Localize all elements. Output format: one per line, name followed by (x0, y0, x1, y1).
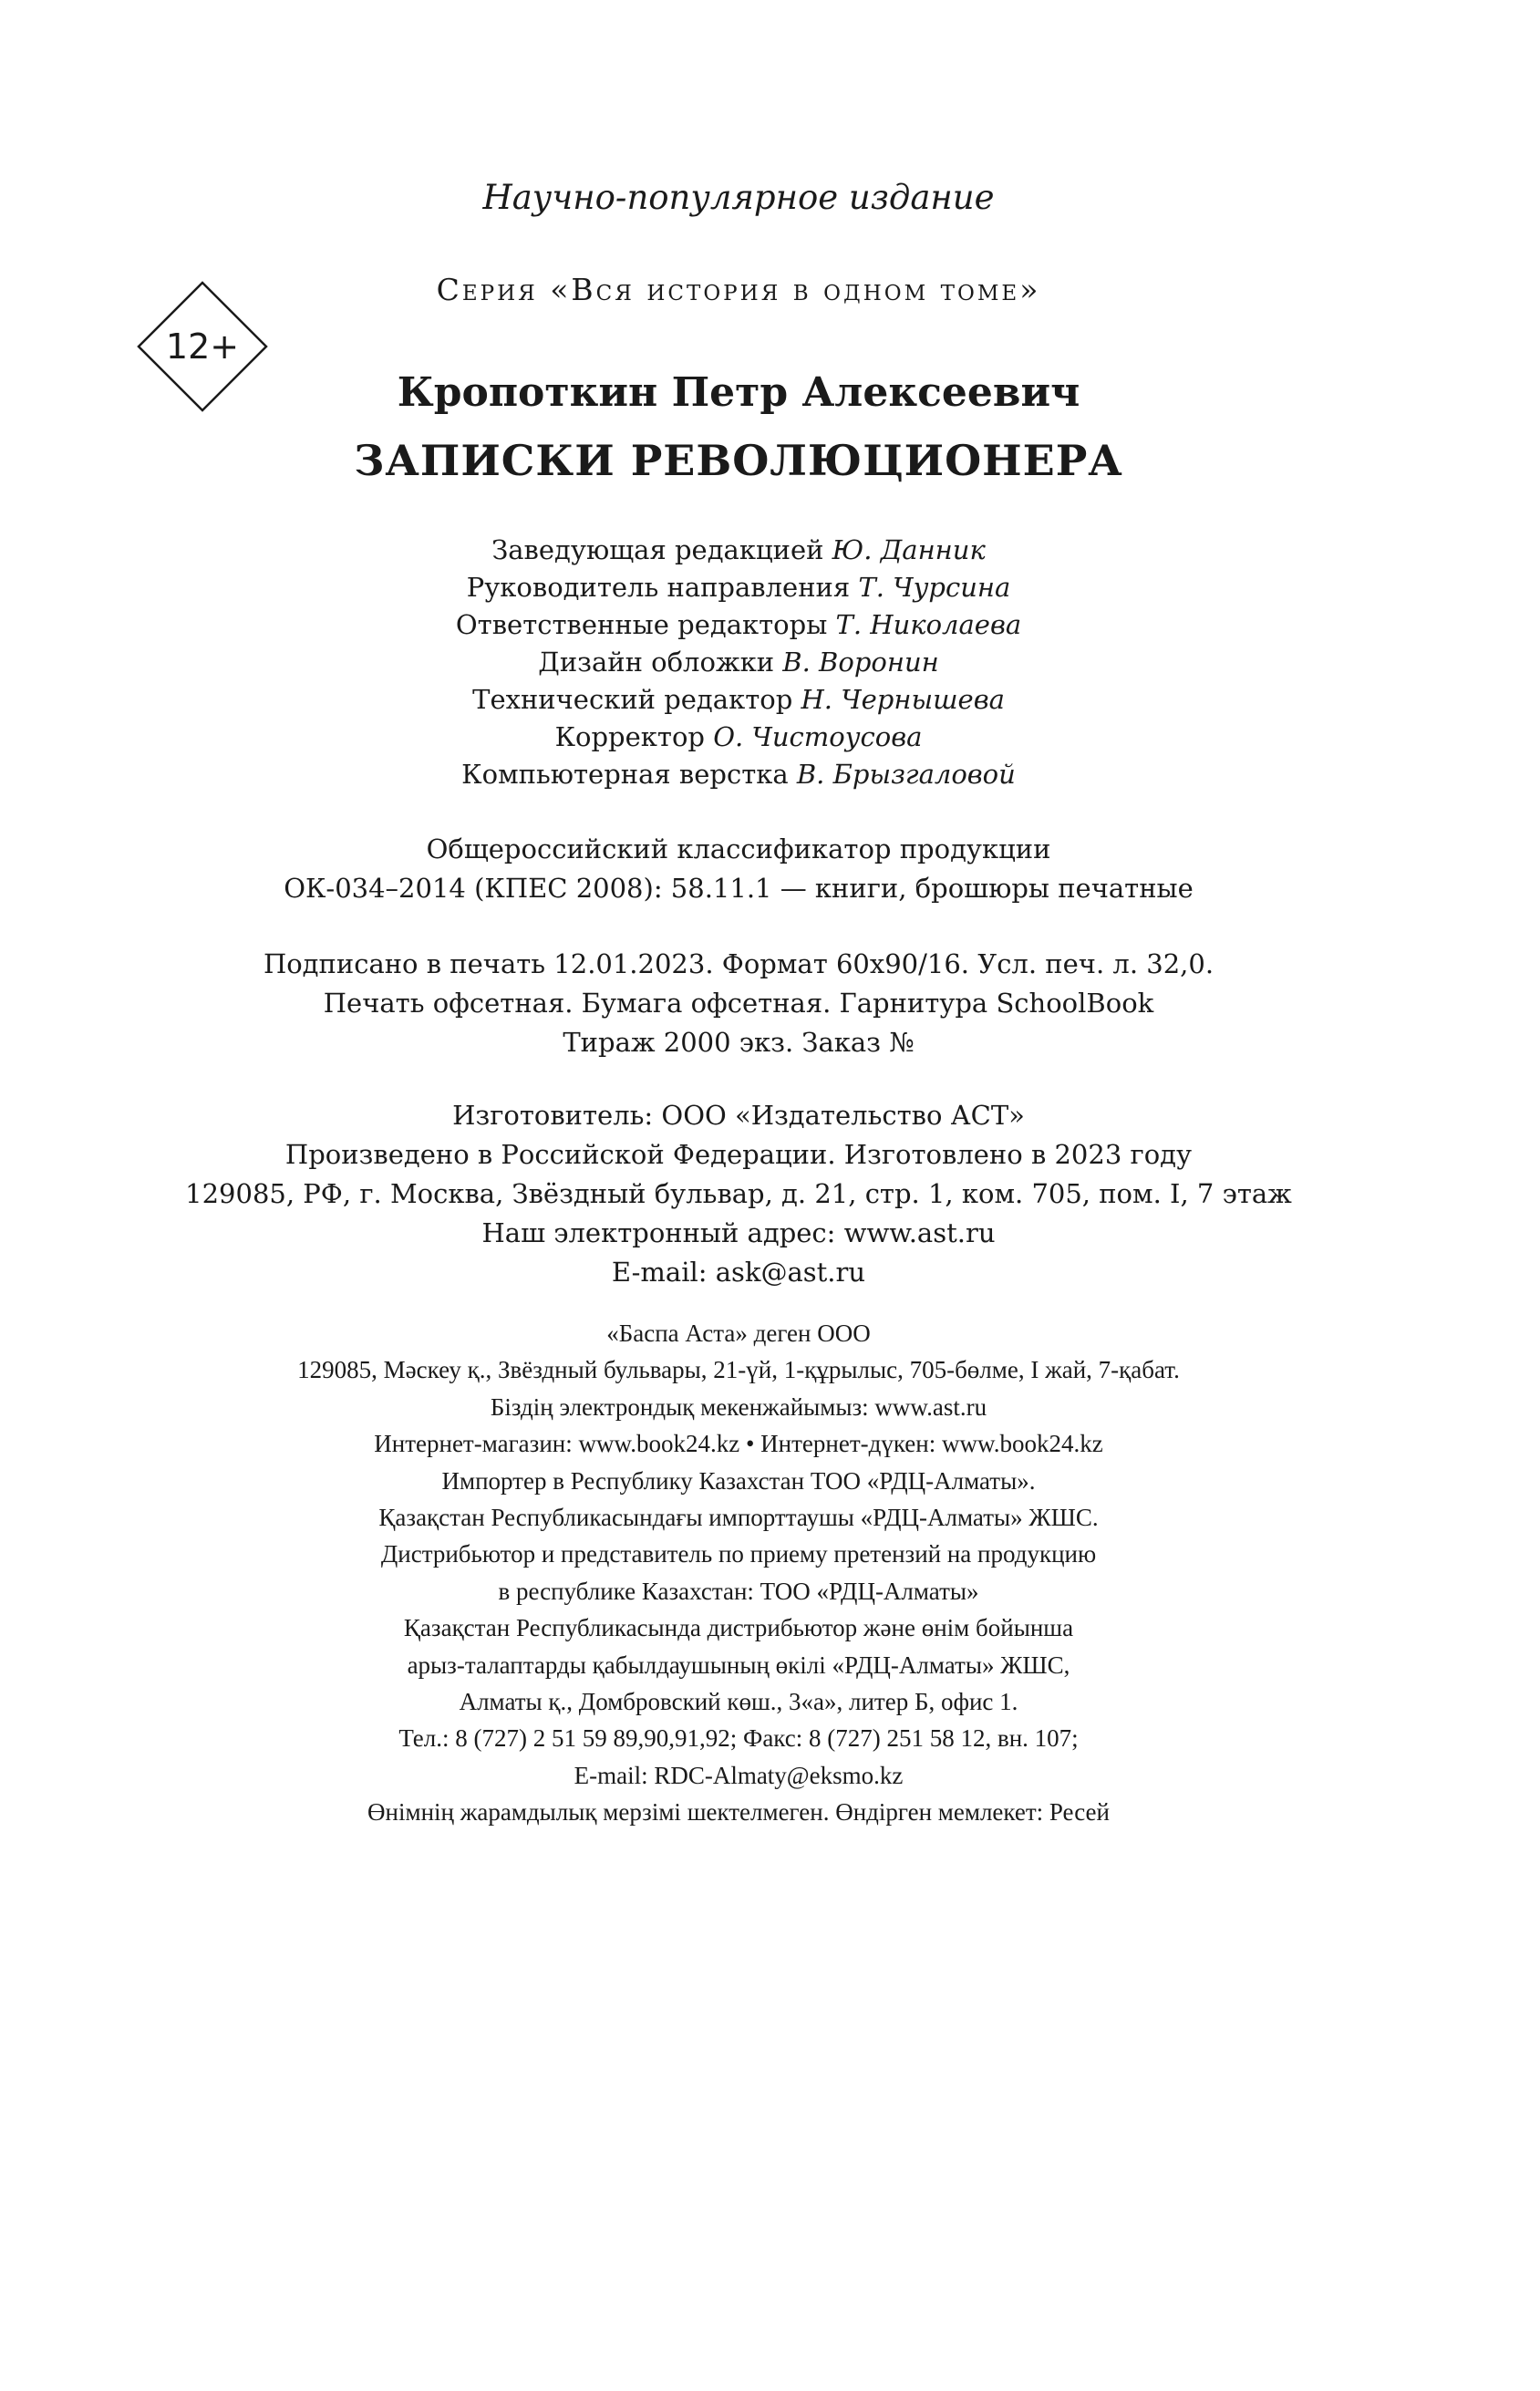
manufacturer-line: Произведено в Российской Федерации. Изготовлено в 2023 году (284, 1139, 1193, 1170)
credit-role: Руководитель направления (466, 572, 851, 603)
author-name: Кропоткин Петр Алексеевич (397, 369, 1080, 416)
credit-role: Компьютерная верстка (461, 759, 789, 790)
kazakhstan-line: Алматы қ., Домбровский көш., 3«а», литер Б, офис 1. (459, 1688, 1018, 1716)
classification-block (0, 830, 1477, 908)
credit-line (0, 606, 1477, 644)
print-details-line: Тираж 2000 экз. Заказ № (563, 1027, 915, 1058)
age-rating-text: 12+ (165, 326, 240, 367)
manufacturer-line: E-mail: ask@ast.ru (611, 1257, 866, 1288)
credit-line (0, 756, 1477, 793)
kazakhstan-line: арыз-талаптарды қабылдаушының өкілі «РДЦ-Алматы» ЖШС, (407, 1651, 1070, 1679)
credit-role: Заведующая редакцией (491, 534, 824, 565)
credit-line (0, 681, 1477, 719)
kazakhstan-line: Өнімнің жарамдылық мерзімі шектелмеген. Өндірген мемлекет: Ресей (367, 1798, 1110, 1827)
book-title: ЗАПИСКИ РЕВОЛЮЦИОНЕРА (354, 436, 1123, 485)
manufacturer-line: Изготовитель: ООО «Издательство АСТ» (452, 1100, 1025, 1131)
credit-role: Корректор (554, 721, 705, 752)
credit-name: Ю. Данник (832, 534, 986, 565)
kazakhstan-line: Қазақстан Республикасындағы импорттаушы «РДЦ-Алматы» ЖШС. (378, 1504, 1099, 1532)
credit-role: Дизайн обложки (538, 647, 775, 678)
series-label: Серия «Вся история в одном томе» (436, 272, 1041, 307)
credit-line (0, 569, 1477, 606)
credit-line (0, 532, 1477, 569)
kazakhstan-line: Тел.: 8 (727) 2 51 59 89,90,91,92; Факс: 8 (727) 251 58 12, вн. 107; (398, 1724, 1079, 1753)
credits-block (0, 532, 1477, 793)
manufacturer-block (0, 1096, 1477, 1292)
kazakhstan-line: Интернет-магазин: www.book24.kz • Интернет-дүкен: www.book24.kz (374, 1430, 1103, 1458)
kazakhstan-block (0, 1315, 1477, 1831)
credit-name: О. Чистоусова (713, 721, 923, 752)
credit-name: Н. Чернышева (801, 684, 1005, 715)
kazakhstan-line: Дистрибьютор и представитель по приему претензий на продукцию (380, 1540, 1097, 1568)
classification-line: Общероссийский классификатор продукции (426, 833, 1051, 864)
manufacturer-line: Наш электронный адрес: www.ast.ru (481, 1217, 996, 1248)
credit-role: Технический редактор (472, 684, 793, 715)
kazakhstan-line: в республике Казахстан: ТОО «РДЦ-Алматы» (498, 1577, 979, 1605)
credit-role: Ответственные редакторы (455, 609, 828, 640)
credit-line (0, 644, 1477, 681)
print-details-line: Подписано в печать 12.01.2023. Формат 60x90/16. Усл. печ. л. 32,0. (263, 948, 1214, 979)
kazakhstan-line: E-mail: RDC-Almaty@eksmo.kz (574, 1761, 904, 1789)
credit-line (0, 719, 1477, 756)
credit-name: В. Брызгаловой (796, 759, 1016, 790)
manufacturer-line: 129085, РФ, г. Москва, Звёздный бульвар, д. 21, стр. 1, ком. 705, пом. I, 7 этаж (185, 1178, 1292, 1209)
kazakhstan-line: «Баспа Аста» деген ООО (606, 1320, 871, 1347)
print-details-line: Печать офсетная. Бумага офсетная. Гарнитура SchoolBook (323, 988, 1154, 1019)
kazakhstan-line: Қазақстан Республикасында дистрибьютор және өнім бойынша (403, 1614, 1074, 1642)
genre-label: Научно-популярное издание (482, 178, 995, 217)
credit-name: В. Воронин (782, 647, 939, 678)
kazakhstan-line: Импортер в Республику Казахстан ТОО «РДЦ-Алматы». (441, 1466, 1036, 1495)
credit-name: Т. Чурсина (858, 572, 1011, 603)
credit-name: Т. Николаева (835, 609, 1022, 640)
print-details-block (0, 945, 1477, 1062)
kazakhstan-line: Біздің электрондық мекенжайымыз: www.ast.ru (490, 1392, 987, 1421)
classification-line: ОК-034–2014 (КПЕС 2008): 58.11.1 — книги, брошюры печатные (284, 873, 1194, 904)
kazakhstan-line: 129085, Мәскеу қ., Звёздный бульвары, 21-үй, 1-құрылыс, 705-бөлме, I жай, 7-қабат. (297, 1356, 1180, 1384)
